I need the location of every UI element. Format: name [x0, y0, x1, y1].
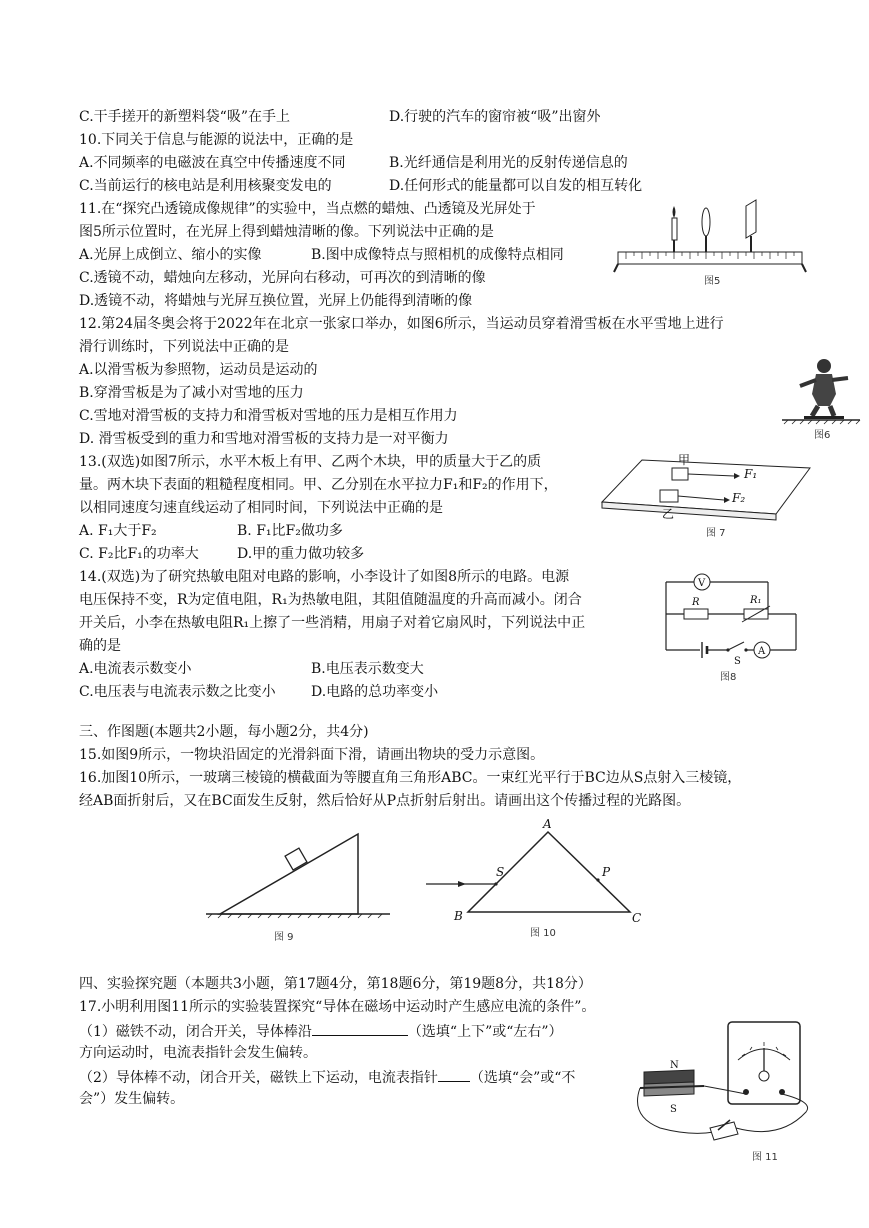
q12-stem-2: 滑行训练时，下列说法中正确的是: [79, 339, 289, 355]
svg-text:S: S: [734, 656, 741, 667]
galvanometer-icon: [728, 1022, 800, 1104]
point-p: [596, 878, 599, 881]
q12-option-c: C.雪地对滑雪板的支持力和滑雪板对雪地的压力是相互作用力: [79, 408, 458, 424]
label-yi: 乙: [662, 507, 675, 521]
point-s: [494, 882, 497, 885]
q12-option-a: A.以滑雪板为参照物，运动员是运动的: [79, 362, 318, 378]
q11-option-c: C.透镜不动，蜡烛向左移动，光屏向右移动，可再次的到清晰的像: [79, 270, 486, 286]
label-p: P: [602, 865, 611, 879]
section-4-title: 四、实验探究题（本题共3小题，第17题4分，第18题6分，第19题8分，共18分）: [79, 976, 592, 992]
label-s-pole: S: [670, 1104, 677, 1115]
q12-stem-1: 12.第24届冬奥会将于2022年在北京一张家口举办，如图6所示，当运动员穿着滑雪板在水平雪地上进行: [79, 316, 724, 332]
q10-option-c: C.当前运行的核电站是利用核聚变发电的: [79, 178, 332, 194]
q13-option-c: C. F₂比F₁的功率大: [79, 546, 199, 562]
q14-option-b: B.电压表示数变大: [311, 661, 424, 677]
label-jia: 甲: [678, 453, 691, 467]
inclined-plane: [220, 834, 358, 914]
q13-stem-3: 以相同速度匀速直线运动了相同时间，下列说法中正确的是: [79, 500, 443, 516]
q10-option-d: D.任何形式的能量都可以自发的相互转化: [389, 178, 643, 194]
q17-part-1-cont: 方向运动时，电流表指针会发生偏转。: [79, 1045, 317, 1061]
svg-text:V: V: [698, 578, 706, 589]
q13-stem-2: 量。两木块下表面的粗糙程度相同。甲、乙分别在水平拉力F₁和F₂的作用下，: [79, 477, 558, 493]
q11-option-d: D.透镜不动，将蜡烛与光屏互换位置，光屏上仍能得到清晰的像: [79, 293, 473, 309]
label-b: B: [454, 909, 463, 923]
figure-9-incline: [200, 820, 410, 948]
block-jia: [672, 468, 688, 480]
q14-stem-1: 14.(双选)为了研究热敏电阻对电路的影响，小李设计了如图8所示的电路。电源: [79, 569, 570, 585]
figure-8-circuit: [654, 568, 804, 688]
optical-bench-ruler: [614, 252, 806, 272]
q13-option-b: B. F₁比F₂做功多: [237, 523, 343, 539]
q16-stem-1: 16.加图10所示，一玻璃三棱镜的横截面为等腰直角三角形ABC。一束红光平行于BC边从S点射入三棱镜，: [79, 770, 742, 786]
section-3-title: 三、作图题(本题共2小题，每小题2分，共4分): [79, 724, 369, 740]
fixed-resistor-r: [684, 597, 708, 619]
convex-lens-icon: [702, 208, 710, 252]
label-f2: F₂: [732, 491, 746, 505]
q17-stem: 17.小明利用图11所示的实验装置探究“导体在磁场中运动时产生感应电流的条件”。: [79, 999, 596, 1015]
voltmeter: [694, 574, 710, 590]
svg-text:R₁: R₁: [750, 595, 762, 606]
figure-9-caption: 图 9: [274, 932, 294, 943]
q13-option-a: A. F₁大于F₂: [79, 523, 157, 539]
figure-5-optical-bench: [612, 196, 812, 292]
figure-10-prism: [420, 816, 650, 944]
q17-part-2: （2）导体棒不动，闭合开关，磁铁上下运动，电流表指针 （选填“会”或“不: [79, 1067, 575, 1087]
q11-stem-1: 11.在“探究凸透镜成像规律”的实验中，当点燃的蜡烛、凸透镜及光屏处于: [79, 201, 536, 217]
q17-part-1: （1）磁铁不动，闭合开关，导体棒沿 （选填“上下”或“左右”）: [79, 1021, 563, 1041]
candle-icon: [672, 206, 677, 252]
label-n: N: [670, 1060, 679, 1071]
figure-6-caption: 图6: [814, 430, 831, 441]
q14-stem-4: 确的是: [79, 638, 121, 654]
block-yi: [660, 490, 678, 502]
svg-text:R: R: [692, 597, 700, 608]
thermistor-r1: [742, 595, 770, 622]
q10-option-a: A.不同频率的电磁波在真空中传播速度不同: [79, 155, 346, 171]
figure-6-skier: [776, 354, 866, 442]
q14-stem-3: 开关后，小李在热敏电阻R₁上擦了一些消精，用扇子对着它扇风时，下列说法中正: [79, 615, 586, 631]
q13-option-d: D.甲的重力做功较多: [237, 546, 365, 562]
figure-5-caption: 图5: [704, 276, 721, 287]
label-s: S: [496, 865, 505, 879]
q17-answer-blank-1[interactable]: [312, 1021, 408, 1036]
q15-stem: 15.如图9所示，一物块沿固定的光滑斜面下滑，请画出物块的受力示意图。: [79, 747, 545, 763]
svg-text:A: A: [758, 646, 766, 657]
q12-option-d: D. 滑雪板受到的重力和雪地对滑雪板的支持力是一对平衡力: [79, 431, 449, 447]
label-c: C: [632, 911, 642, 925]
q9-option-d: D.行驶的汽车的窗帘被“吸”出窗外: [389, 109, 601, 125]
q16-stem-2: 经AB面折射后，又在BC面发生反射，然后恰好从P点折射后射出。请画出这个传播过程的光路图。: [79, 793, 691, 809]
figure-8-caption: 图8: [720, 672, 737, 683]
switch-icon: [710, 1120, 738, 1140]
q14-option-a: A.电流表示数变小: [79, 661, 192, 677]
q14-option-c: C.电压表与电流表示数之比变小: [79, 684, 276, 700]
label-f1: F₁: [744, 467, 758, 481]
switch-s: [726, 642, 747, 667]
q11-stem-2: 图5所示位置时，在光屏上得到蜡烛清晰的像。下列说法中正确的是: [79, 224, 494, 240]
figure-7-caption: 图 7: [706, 528, 726, 539]
q11-option-a: A.光屏上成倒立、缩小的实像: [79, 247, 262, 263]
q10-stem: 10.下同关于信息与能源的说法中，正确的是: [79, 132, 354, 148]
q17-answer-blank-2[interactable]: [438, 1067, 470, 1082]
skier-icon: [800, 359, 848, 419]
label-a: A: [543, 817, 552, 831]
q14-stem-2: 电压保持不变，R为定值电阻，R₁为热敏电阻，其阻值随温度的升高而减小。闭合: [79, 592, 582, 608]
figure-10-caption: 图 10: [530, 928, 556, 939]
figure-7-wood-blocks: [600, 446, 814, 546]
ammeter: [754, 642, 770, 658]
figure-11-caption: 图 11: [752, 1152, 778, 1163]
light-screen-icon: [746, 200, 756, 252]
q12-option-b: B.穿滑雪板是为了减小对雪地的压力: [79, 385, 304, 401]
q9-option-c: C.干手搓开的新塑料袋“吸”在手上: [79, 109, 290, 125]
q17-part-2-cont: 会”）发生偏转。: [79, 1091, 185, 1107]
q14-option-d: D.电路的总功率变小: [311, 684, 439, 700]
q13-stem-1: 13.(双选)如图7所示，水平木板上有甲、乙两个木块，甲的质量大于乙的质: [79, 454, 542, 470]
q10-option-b: B.光纤通信是利用光的反射传递信息的: [389, 155, 628, 171]
q11-option-b: B.图中成像特点与照相机的成像特点相同: [311, 247, 564, 263]
figure-11-induction-apparatus: [630, 1016, 840, 1166]
battery: [702, 642, 707, 658]
